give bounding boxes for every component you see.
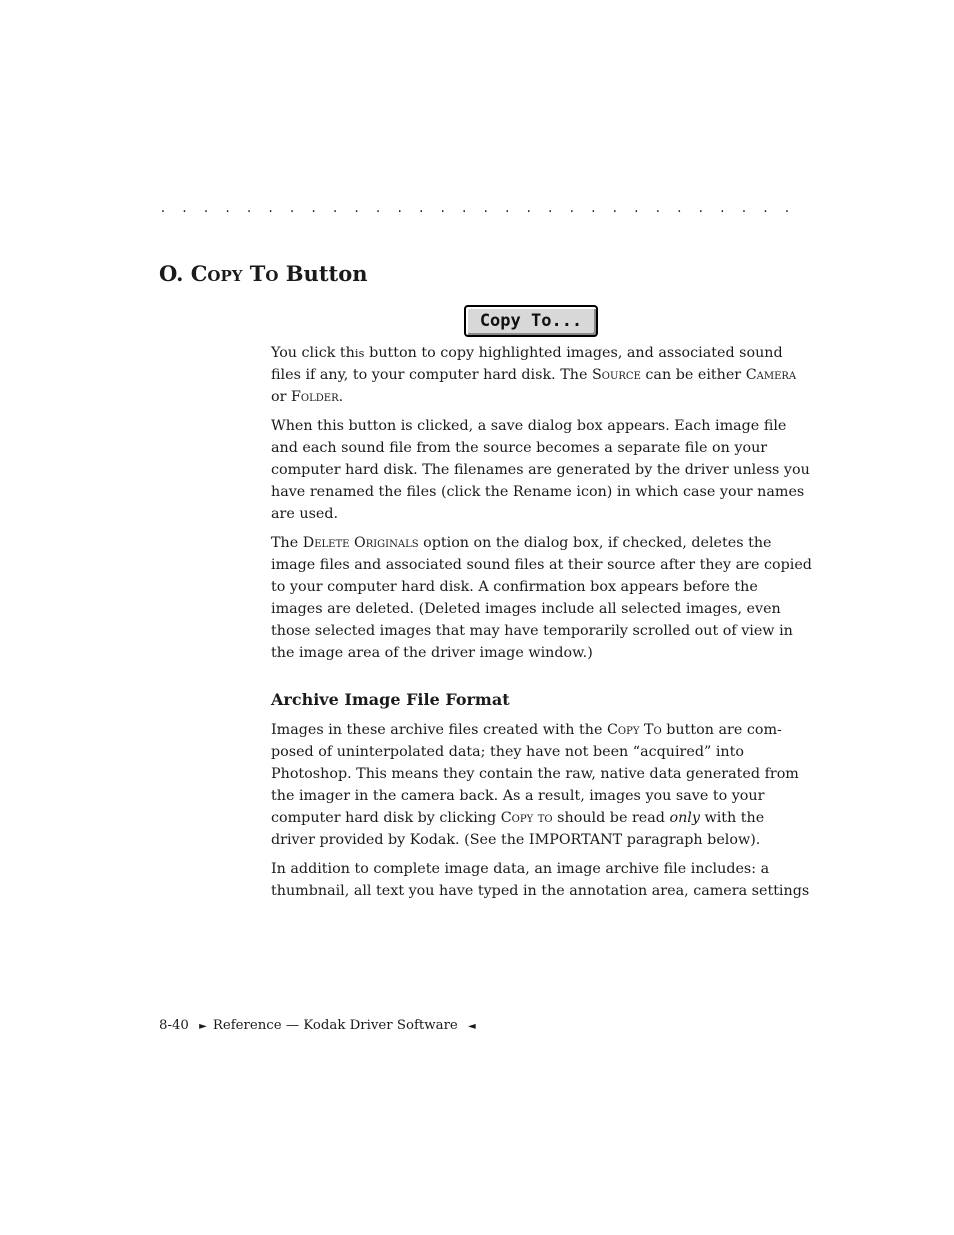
divider-dot: .: [440, 200, 445, 216]
footer-text: Reference — Kodak Driver Software: [212, 1018, 458, 1033]
divider-dot: .: [461, 200, 467, 216]
divider-dot: .: [397, 200, 402, 216]
paragraph-line: [271, 365, 795, 387]
divider-dot: .: [246, 200, 252, 216]
divider-dot: .: [634, 200, 639, 216]
text-run: can be either: [640, 366, 746, 383]
divider-dot: .: [505, 200, 510, 216]
arrow-left-icon: ◄: [468, 1021, 476, 1032]
paragraph-line: the image area of the driver image window.): [271, 644, 593, 661]
text-run: should be read: [552, 809, 670, 826]
paragraph-line: thumbnail, all text you have typed in the annotation area, camera settings: [271, 882, 810, 899]
paragraph-line: [271, 343, 795, 365]
subheading-archive-format: Archive Image File Format: [271, 690, 510, 709]
paragraph-archive-contents: [271, 859, 810, 903]
source-term: Source: [591, 366, 641, 383]
divider-dot: .: [741, 200, 747, 216]
paragraph-line: [271, 720, 795, 742]
copy-to-term: Copy To: [606, 722, 662, 738]
divider-dot: .: [203, 200, 209, 216]
text-run: Images in these archive files created with the: [271, 722, 607, 738]
page-number: 8-40: [159, 1018, 189, 1033]
section-name-tail: Button: [278, 261, 368, 286]
copy-to-term: Copy to: [500, 809, 553, 826]
paragraph-line: In addition to complete image data, an image archive file includes: a: [271, 861, 770, 877]
divider-dot: .: [591, 200, 596, 216]
text-run: computer hard disk by clicking: [271, 809, 501, 826]
paragraph-line: are used.: [271, 505, 339, 522]
text-run: button are com-: [661, 722, 782, 738]
paragraph-line: When this button is clicked, a save dialog box appears. Each image file: [271, 418, 787, 434]
paragraph-line: Photoshop. This means they contain the raw, native data generated from: [271, 765, 799, 782]
divider-dot: .: [784, 200, 790, 216]
paragraph-delete-originals: [271, 533, 812, 664]
divider-dot: .: [483, 200, 488, 216]
dotted-divider: [160, 198, 790, 218]
camera-term: Camera: [745, 366, 797, 383]
paragraph-line: [271, 533, 795, 555]
divider-dot: .: [418, 200, 424, 216]
copy-to-button-label: Copy To...: [479, 311, 583, 331]
divider-dot: .: [375, 200, 381, 216]
divider-dot: .: [569, 200, 575, 216]
paragraph-line: to your computer hard disk. A confirmation box appears before the: [271, 578, 758, 595]
divider-dot: .: [311, 200, 316, 216]
section-title: [159, 259, 368, 289]
divider-dot: .: [332, 200, 338, 216]
paragraph-intro: [271, 343, 795, 409]
text-run: or: [271, 388, 291, 405]
paragraph-line: [271, 808, 795, 830]
copy-to-button-illustration: [464, 305, 598, 337]
divider-dot: .: [160, 200, 166, 216]
paragraph-line: driver provided by Kodak. (See the IMPORTANT paragraph below).: [271, 831, 761, 848]
section-prefix: O.: [159, 261, 191, 286]
paragraph-save-dialog: [271, 416, 810, 526]
text-run: with the: [699, 809, 765, 826]
text-run: You click th: [271, 345, 355, 361]
divider-dot: .: [182, 200, 187, 216]
divider-dot: .: [354, 200, 359, 216]
divider-dot: .: [677, 200, 682, 216]
divider-dot: .: [763, 200, 768, 216]
emphasis-only: only: [669, 809, 700, 826]
text-run: files if any, to your computer hard disk. The: [271, 366, 592, 383]
text-run: option on the dialog box, if checked, deletes the: [418, 535, 772, 551]
paragraph-line: images are deleted. (Deleted images include all selected images, even: [271, 600, 781, 617]
divider-dot: .: [720, 200, 725, 216]
paragraph-line: the imager in the camera back. As a result, images you save to your: [271, 787, 765, 804]
section-name-caps-1: Copy: [190, 261, 243, 286]
arrow-right-icon: ►: [199, 1021, 207, 1032]
text-run: is: [354, 347, 365, 360]
divider-dot: .: [612, 200, 618, 216]
paragraph-line: image files and associated sound files at their source after they are copied: [271, 556, 812, 573]
divider-dot: .: [655, 200, 661, 216]
text-run: .: [338, 388, 344, 405]
divider-dot: .: [289, 200, 295, 216]
divider-dot: .: [526, 200, 531, 216]
delete-originals-term: Delete Originals: [302, 535, 419, 551]
paragraph-line: and each sound file from the source becomes a separate file on your: [271, 439, 768, 456]
paragraph-line: have renamed the files (click the Rename icon) in which case your names: [271, 483, 805, 500]
divider-dot: .: [548, 200, 553, 216]
divider-dot: .: [225, 200, 230, 216]
divider-dot: .: [268, 200, 273, 216]
text-run: button to copy highlighted images, and associated sound: [364, 345, 783, 361]
paragraph-line: [271, 387, 795, 409]
paragraph-line: those selected images that may have temporarily scrolled out of view in: [271, 622, 793, 639]
page-footer: [159, 1016, 482, 1037]
folder-term: Folder: [291, 388, 339, 405]
paragraph-line: posed of uninterpolated data; they have not been “acquired” into: [271, 743, 744, 760]
section-name-caps-2: To: [249, 261, 279, 286]
paragraph-archive-data: [271, 720, 799, 851]
paragraph-line: computer hard disk. The filenames are generated by the driver unless you: [271, 461, 810, 478]
text-run: The: [271, 535, 303, 551]
divider-dot: .: [698, 200, 704, 216]
